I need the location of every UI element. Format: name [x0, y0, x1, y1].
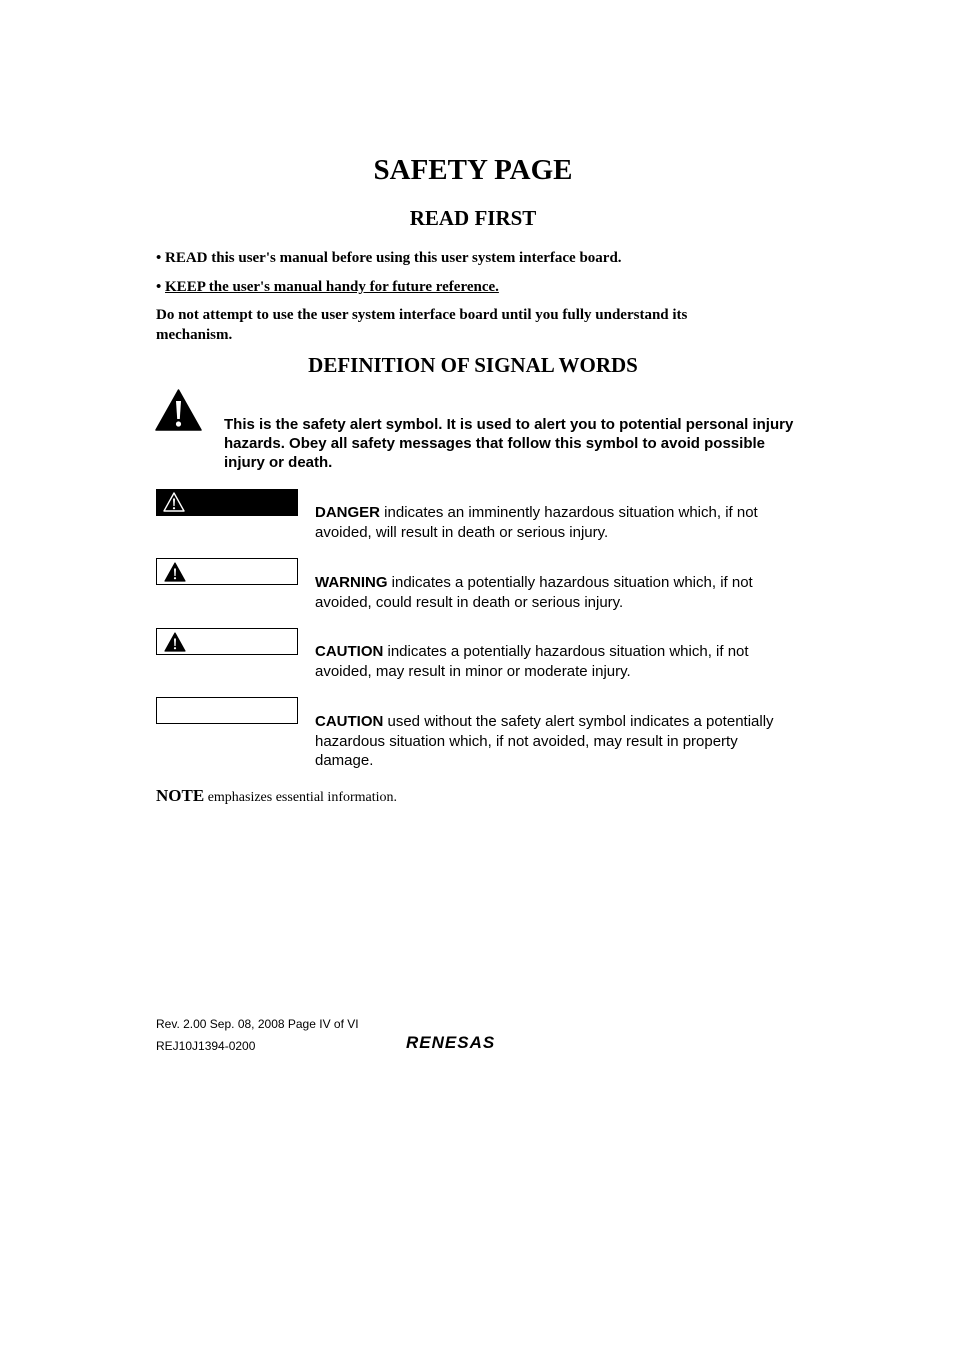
footer-revision: Rev. 2.00 Sep. 08, 2008 Page IV of VI: [156, 1017, 359, 1031]
note-text: emphasizes essential information.: [204, 790, 398, 805]
page-title: SAFETY PAGE: [373, 154, 573, 186]
warning-definition-text: indicates a potentially hazardous situation which, if not avoided, could result in death or serious injury.: [315, 574, 753, 611]
read-first-heading: READ FIRST: [409, 206, 537, 230]
read-first-bullet-2: [156, 277, 499, 297]
warning-label-box: [156, 558, 298, 585]
read-first-paragraph: Do not attempt to use the user system interface board until you fully understand its mechanism.: [156, 307, 688, 343]
danger-label-box: [156, 489, 298, 516]
caution-plain-label-box: [156, 697, 298, 724]
warning-triangle-icon: [155, 389, 202, 431]
caution-label-box: [156, 628, 298, 655]
bullet-marker: •: [156, 279, 166, 295]
renesas-logo-text: RENESAS: [406, 1033, 496, 1051]
caution-plain-definition-text: used without the safety alert symbol indicates a potentially hazardous situation which, if not avoided, may result in property damage.: [315, 713, 774, 769]
danger-definition: [315, 503, 795, 542]
note-word: NOTE: [156, 786, 205, 805]
alert-symbol-description: This is the safety alert symbol. It is used to alert you to potential personal injury hazards. Obey all safety messages that follow this symbol to avoid possible injury or death.: [224, 416, 794, 471]
read-first-bullet-1: • READ this user's manual before using this user system interface board.: [156, 250, 622, 266]
warning-triangle-icon: [163, 492, 185, 512]
caution-definition: [315, 642, 795, 681]
caution-plain-definition: [315, 712, 795, 771]
warning-triangle-icon: [164, 632, 186, 652]
signal-word-caution: CAUTION: [315, 643, 384, 660]
signal-word-danger: DANGER: [315, 504, 381, 521]
signal-word-warning: WARNING: [315, 574, 388, 591]
caution-definition-text: indicates a potentially hazardous situation which, if not avoided, may result in minor or moderate injury.: [315, 643, 749, 680]
definitions-heading: DEFINITION OF SIGNAL WORDS: [308, 353, 638, 377]
warning-definition: [315, 573, 795, 612]
footer-doc-number: REJ10J1394-0200: [156, 1039, 256, 1053]
signal-word-caution-plain: CAUTION: [315, 713, 384, 730]
note-definition: [156, 786, 397, 806]
read-first-bullet-2-text: KEEP the user's manual handy for future reference.: [165, 279, 499, 295]
renesas-logo: [406, 1033, 526, 1051]
warning-triangle-icon: [164, 562, 186, 582]
danger-definition-text: indicates an imminently hazardous situation which, if not avoided, will result in death or serious injury.: [315, 504, 758, 541]
